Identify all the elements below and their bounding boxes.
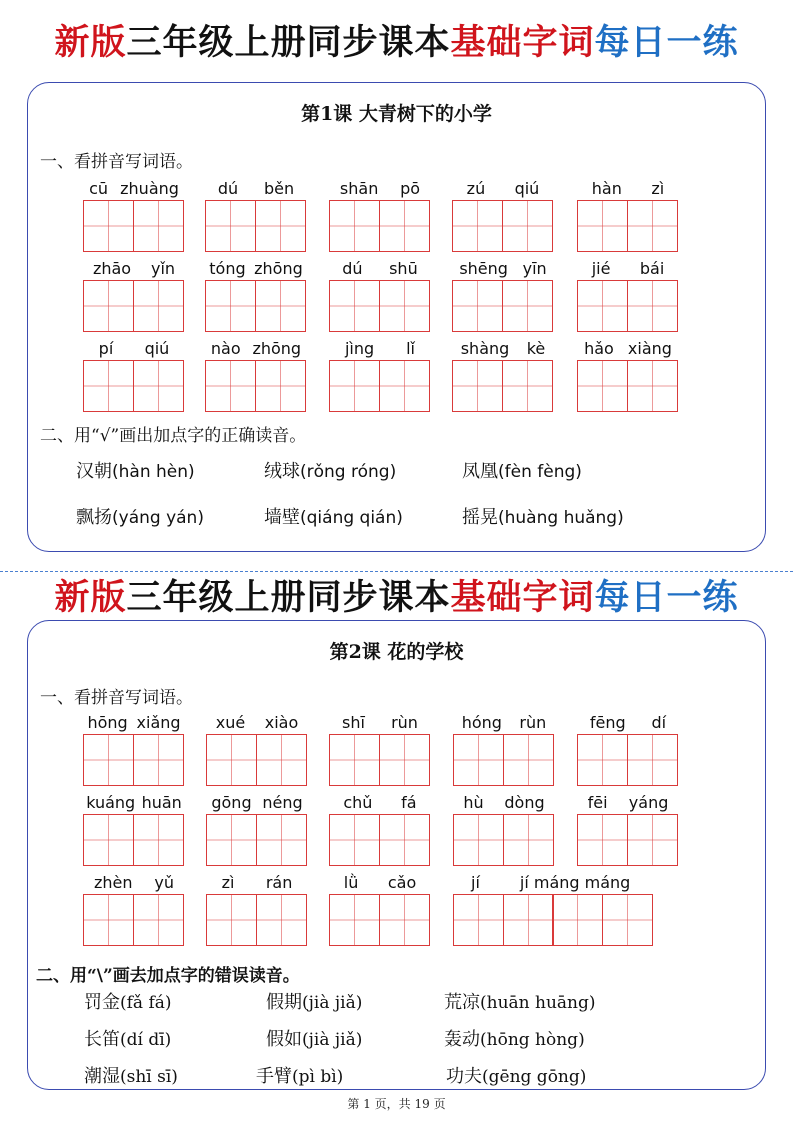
option-word: 凤凰: [462, 461, 498, 482]
writing-box[interactable]: [133, 734, 184, 786]
word-item: [453, 712, 555, 796]
writing-box[interactable]: [379, 280, 430, 332]
writing-box[interactable]: [453, 894, 504, 946]
word-item: [329, 338, 431, 422]
writing-box[interactable]: [255, 360, 306, 412]
section-title-strike-wrong: 二、用“\”画去加点字的错误读音。: [36, 966, 300, 986]
pinyin-syllable: hù: [463, 793, 484, 812]
option-pinyin: (dí dī): [120, 1030, 172, 1050]
pinyin-syllable: yǐn: [150, 259, 176, 278]
pinyin-syllable: dú: [342, 259, 363, 278]
option-pinyin: (jià jiǎ): [302, 993, 363, 1013]
option-pinyin: (yáng yán): [112, 508, 204, 528]
pinyin-syllable: shū: [389, 259, 418, 278]
writing-box[interactable]: [602, 894, 653, 946]
pronunciation-option[interactable]: [444, 1025, 585, 1051]
pinyin-syllable: zì: [221, 873, 235, 892]
writing-box[interactable]: [452, 360, 503, 412]
writing-box[interactable]: [133, 280, 184, 332]
writing-box[interactable]: [133, 360, 184, 412]
pronunciation-option[interactable]: [462, 503, 624, 529]
pinyin-syllable: cū: [89, 179, 108, 198]
word-item: [83, 178, 185, 262]
word-item: [453, 792, 555, 876]
pinyin-syllable: jí: [471, 873, 480, 892]
writing-box[interactable]: [205, 200, 256, 252]
writing-box[interactable]: [329, 200, 380, 252]
pronunciation-option[interactable]: [446, 1062, 586, 1088]
pinyin-syllable: zì: [651, 179, 665, 198]
pinyin-syllable: zhōng: [252, 339, 302, 358]
writing-box[interactable]: [503, 894, 554, 946]
pinyin-syllable: qiú: [144, 339, 170, 358]
pronunciation-option[interactable]: [266, 988, 362, 1014]
pronunciation-option[interactable]: [76, 503, 204, 529]
option-pinyin: (shī sī): [120, 1067, 178, 1087]
writing-box[interactable]: [452, 200, 503, 252]
word-item: [205, 258, 307, 342]
pinyin-syllable: tóng: [209, 259, 246, 278]
option-pinyin: (hàn hèn): [112, 462, 195, 482]
pinyin-syllable: kè: [526, 339, 546, 358]
header-part-basic-words: 基础字词: [450, 577, 595, 618]
pronunciation-option[interactable]: [84, 1025, 171, 1051]
writing-box[interactable]: [502, 280, 553, 332]
word-item: [83, 258, 185, 342]
pinyin-syllable: xiàng: [627, 339, 672, 358]
option-pinyin: (huàng huǎng): [498, 508, 624, 528]
option-word: 墙壁: [264, 507, 300, 528]
pronunciation-option[interactable]: [444, 988, 596, 1014]
writing-box[interactable]: [83, 814, 134, 866]
pronunciation-option[interactable]: [264, 457, 396, 483]
pronunciation-option[interactable]: [76, 457, 195, 483]
pinyin-syllable: huān: [141, 793, 182, 812]
pinyin-syllable: hàn: [591, 179, 622, 198]
pinyin-syllable: jìng: [344, 339, 375, 358]
writing-box[interactable]: [577, 814, 628, 866]
word-item: [329, 792, 431, 876]
header-part-daily-practice: 每日一练: [594, 22, 739, 63]
option-pinyin: (hōng hòng): [480, 1030, 585, 1050]
option-pinyin: (fèn fèng): [498, 462, 582, 482]
writing-box[interactable]: [133, 200, 184, 252]
writing-box[interactable]: [379, 360, 430, 412]
worksheet-header: [0, 21, 793, 65]
word-item: [577, 792, 679, 876]
word-item: [83, 792, 185, 876]
writing-box[interactable]: [206, 894, 257, 946]
word-item: [205, 338, 307, 422]
section-title-write-words: 一、看拼音写词语。: [40, 152, 193, 172]
option-word: 荒凉: [444, 992, 480, 1013]
word-item: [83, 872, 185, 956]
writing-box[interactable]: [627, 280, 678, 332]
pronunciation-option[interactable]: [256, 1062, 343, 1088]
pinyin-syllable: dí: [651, 713, 667, 732]
word-item: [329, 712, 431, 796]
writing-box[interactable]: [205, 360, 256, 412]
pinyin-syllable: shàng: [460, 339, 510, 358]
word-item: [452, 258, 554, 342]
pinyin-syllable: hǎo: [584, 339, 614, 358]
writing-box[interactable]: [627, 734, 678, 786]
pinyin-syllable: jié: [591, 259, 611, 278]
option-pinyin: (rǒng róng): [300, 462, 397, 482]
pinyin-syllable: nào: [210, 339, 241, 358]
pinyin-syllable: zhōng: [254, 259, 303, 278]
pinyin-syllable: jí máng máng: [519, 873, 631, 892]
pinyin-syllable: yǔ: [154, 873, 175, 892]
pinyin-syllable: pí: [98, 339, 114, 358]
pinyin-syllable: qiú: [514, 179, 540, 198]
option-word: 潮湿: [84, 1066, 120, 1087]
writing-box[interactable]: [329, 894, 380, 946]
writing-box[interactable]: [379, 894, 430, 946]
pinyin-syllable: kuáng: [86, 793, 136, 812]
option-pinyin: (pì bì): [292, 1067, 344, 1087]
pinyin-syllable: rán: [265, 873, 293, 892]
word-item: [206, 872, 308, 956]
pinyin-syllable: lǜ: [343, 873, 359, 892]
option-word: 功夫: [446, 1066, 482, 1087]
writing-box[interactable]: [577, 280, 628, 332]
writing-box[interactable]: [503, 734, 554, 786]
writing-box[interactable]: [83, 734, 134, 786]
pinyin-syllable: bái: [639, 259, 665, 278]
writing-box[interactable]: [453, 734, 504, 786]
writing-box[interactable]: [256, 734, 307, 786]
writing-box[interactable]: [503, 814, 554, 866]
option-pinyin: (fǎ fá): [120, 993, 172, 1013]
lesson-card-2: [27, 620, 766, 1090]
option-word: 手臂: [256, 1066, 292, 1087]
writing-box[interactable]: [577, 734, 628, 786]
word-item: [452, 338, 554, 422]
pinyin-syllable: shēng: [459, 259, 508, 278]
pronunciation-option[interactable]: [462, 457, 582, 483]
pinyin-syllable: zhāo: [92, 259, 132, 278]
writing-box[interactable]: [329, 360, 380, 412]
lesson-title: 第2课 花的学校: [329, 641, 464, 663]
word-item: [83, 712, 185, 796]
pinyin-syllable: zú: [466, 179, 486, 198]
pinyin-syllable: cǎo: [387, 873, 417, 892]
word-item: [329, 872, 431, 956]
pinyin-syllable: yáng: [628, 793, 669, 812]
writing-box[interactable]: [206, 734, 257, 786]
writing-box[interactable]: [83, 280, 134, 332]
pinyin-syllable: yīn: [522, 259, 547, 278]
writing-box[interactable]: [255, 200, 306, 252]
pinyin-syllable: xiào: [264, 713, 299, 732]
pinyin-syllable: rùn: [519, 713, 547, 732]
writing-box[interactable]: [627, 360, 678, 412]
pinyin-syllable: zhèn: [93, 873, 133, 892]
writing-box[interactable]: [329, 280, 380, 332]
writing-box[interactable]: [83, 894, 134, 946]
pinyin-syllable: néng: [262, 793, 303, 812]
header-part-edition: 新版: [54, 22, 127, 63]
header-part-basic-words: 基础字词: [450, 22, 595, 63]
writing-box[interactable]: [502, 360, 553, 412]
option-word: 假如: [266, 1029, 302, 1050]
pronunciation-option[interactable]: [264, 503, 403, 529]
option-word: 摇晃: [462, 507, 498, 528]
pinyin-syllable: shān: [339, 179, 379, 198]
writing-box[interactable]: [83, 200, 134, 252]
pinyin-syllable: xué: [215, 713, 246, 732]
word-item: [83, 338, 185, 422]
option-pinyin: (huān huāng): [480, 993, 596, 1013]
pinyin-syllable: xiǎng: [136, 713, 181, 732]
writing-box[interactable]: [133, 814, 184, 866]
pinyin-syllable: fēi: [587, 793, 608, 812]
section-title-mark-pronunciation: 二、用“√”画出加点字的正确读音。: [40, 426, 307, 446]
option-word: 飘扬: [76, 507, 112, 528]
pinyin-syllable: zhuàng: [120, 179, 179, 198]
writing-box[interactable]: [205, 280, 256, 332]
pinyin-syllable: fá: [401, 793, 417, 812]
pinyin-syllable: běn: [263, 179, 295, 198]
writing-box[interactable]: [453, 814, 504, 866]
pinyin-syllable: rùn: [391, 713, 418, 732]
header-part-edition: 新版: [54, 577, 127, 618]
writing-box[interactable]: [552, 894, 603, 946]
word-item: [577, 258, 679, 342]
writing-box[interactable]: [379, 734, 430, 786]
lesson-card-1: [27, 82, 766, 552]
header-part-grade: 三年级上册同步课本: [126, 22, 451, 63]
page-divider: [0, 571, 793, 572]
option-pinyin: (jià jiǎ): [302, 1030, 363, 1050]
pinyin-syllable: chǔ: [343, 793, 373, 812]
word-item: [577, 178, 679, 262]
word-item: [453, 872, 657, 956]
writing-box[interactable]: [379, 814, 430, 866]
worksheet-header: [0, 576, 793, 620]
pinyin-syllable: dòng: [504, 793, 545, 812]
section-title-write-words: 一、看拼音写词语。: [40, 688, 193, 708]
option-word: 罚金: [84, 992, 120, 1013]
word-item: [452, 178, 554, 262]
pinyin-syllable: gōng: [211, 793, 252, 812]
word-item: [329, 258, 431, 342]
option-pinyin: (qiáng qián): [300, 508, 403, 528]
page-footer: 第 1 页，共 19 页: [347, 1097, 446, 1111]
word-item: [205, 178, 307, 262]
writing-box[interactable]: [133, 894, 184, 946]
option-word: 长笛: [84, 1029, 120, 1050]
pinyin-syllable: shī: [342, 713, 365, 732]
header-part-grade: 三年级上册同步课本: [126, 577, 451, 618]
word-item: [577, 712, 679, 796]
word-item: [206, 712, 308, 796]
writing-box[interactable]: [502, 200, 553, 252]
pinyin-syllable: fēng: [589, 713, 626, 732]
word-item: [329, 178, 431, 262]
pronunciation-option[interactable]: [266, 1025, 362, 1051]
writing-box[interactable]: [83, 360, 134, 412]
writing-box[interactable]: [255, 280, 306, 332]
writing-box[interactable]: [256, 894, 307, 946]
lesson-title: 第1课 大青树下的小学: [301, 103, 492, 125]
option-word: 汉朝: [76, 461, 112, 482]
writing-box[interactable]: [452, 280, 503, 332]
word-item: [206, 792, 308, 876]
option-word: 轰动: [444, 1029, 480, 1050]
pinyin-syllable: dú: [217, 179, 239, 198]
writing-box[interactable]: [329, 734, 380, 786]
pinyin-syllable: hóng: [461, 713, 502, 732]
pronunciation-option[interactable]: [84, 988, 172, 1014]
pinyin-syllable: hōng: [87, 713, 128, 732]
option-word: 绒球: [264, 461, 300, 482]
writing-box[interactable]: [627, 200, 678, 252]
option-pinyin: (gēng gōng): [482, 1067, 587, 1087]
writing-box[interactable]: [206, 814, 257, 866]
pinyin-syllable: pō: [400, 179, 421, 198]
word-item: [577, 338, 679, 422]
header-part-daily-practice: 每日一练: [594, 577, 739, 618]
pronunciation-option[interactable]: [84, 1062, 178, 1088]
writing-box[interactable]: [627, 814, 678, 866]
option-word: 假期: [266, 992, 302, 1013]
writing-box[interactable]: [329, 814, 380, 866]
writing-box[interactable]: [577, 360, 628, 412]
writing-box[interactable]: [577, 200, 628, 252]
pinyin-syllable: lǐ: [406, 339, 415, 358]
writing-box[interactable]: [379, 200, 430, 252]
writing-box[interactable]: [256, 814, 307, 866]
